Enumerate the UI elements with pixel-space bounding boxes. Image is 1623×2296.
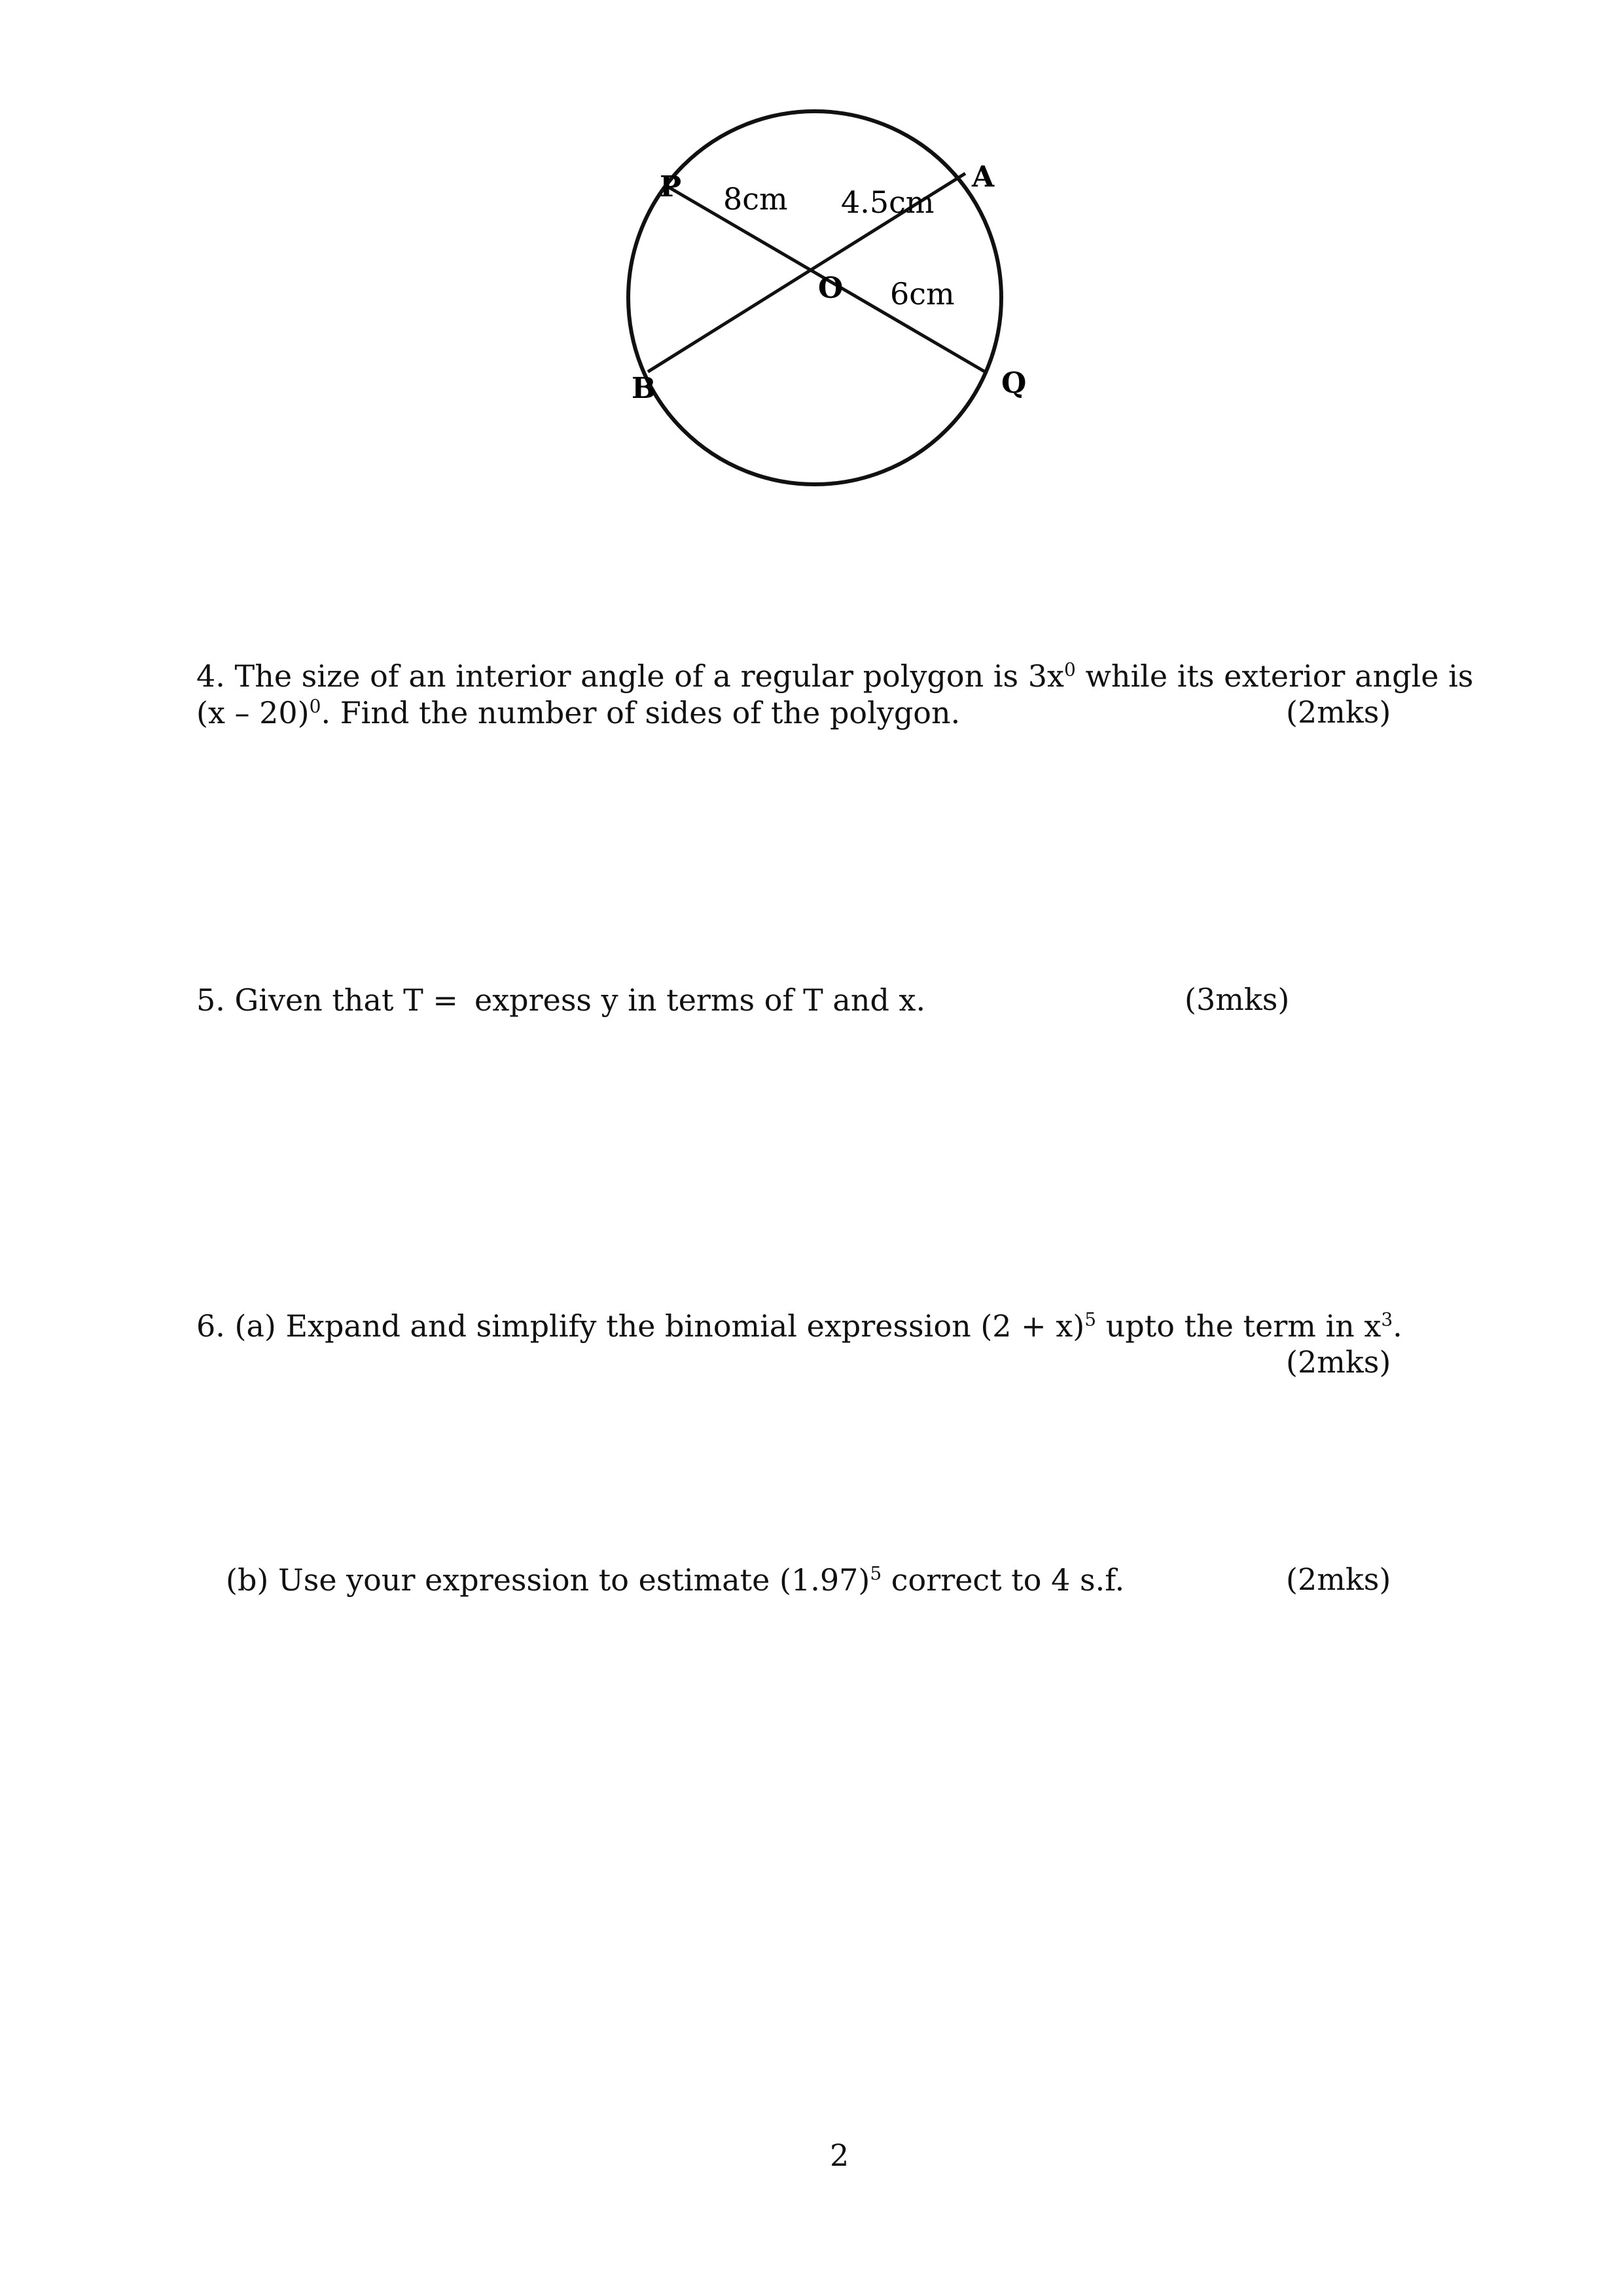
question-6b-power-sup: 5 [870, 1562, 882, 1585]
question-4-marks: (2mks) [1286, 694, 1391, 730]
question-4-number: 4. [196, 658, 225, 694]
question-4-degree-sup-2: 0 [309, 695, 321, 717]
question-6a-cube-sup: 3 [1381, 1308, 1393, 1331]
question-5-number: 5. [196, 982, 225, 1018]
question-6-number: 6. [196, 1308, 225, 1344]
question-4-line-1 [196, 658, 1473, 694]
label-oa-length: 4.5cm [841, 185, 935, 220]
question-5-marks: (3mks) [1185, 982, 1290, 1017]
question-4-text-2a: (x – 20) [196, 695, 310, 730]
question-5 [196, 982, 458, 1018]
label-o: O [818, 272, 844, 305]
question-6b [226, 1562, 1124, 1598]
question-5-text-a: Given that T = [234, 982, 458, 1018]
question-6a-text-b: upto the term in x [1096, 1308, 1382, 1344]
question-6a-marks: (2mks) [1286, 1344, 1391, 1380]
question-6b-text-b: correct to 4 s.f. [882, 1562, 1125, 1598]
question-4-line-2 [196, 694, 960, 731]
question-6a [196, 1308, 1402, 1344]
question-6b-marks: (2mks) [1286, 1562, 1391, 1597]
label-oq-length: 6cm [890, 276, 955, 312]
question-6a-text-a: (a) Expand and simplify the binomial expression (2 + x) [234, 1308, 1085, 1344]
question-5-text-b: express y in terms of T and x. [474, 982, 926, 1018]
page-number: 2 [830, 2138, 849, 2173]
question-6a-power-sup: 5 [1084, 1308, 1097, 1331]
question-4-text-1b: while its exterior angle is [1075, 658, 1474, 694]
question-4-text-1a: The size of an interior angle of a regular polygon is 3x [234, 658, 1064, 694]
label-po-length: 8cm [723, 181, 788, 217]
chord-diagram [589, 98, 1086, 491]
label-b: B [632, 372, 656, 405]
question-4-text-2b: . Find the number of sides of the polygon. [321, 695, 961, 730]
question-6a-text-c: . [1393, 1308, 1402, 1344]
question-6b-text-a: (b) Use your expression to estimate (1.97) [226, 1562, 870, 1598]
label-q: Q [1001, 367, 1027, 400]
question-4-degree-sup-1: 0 [1064, 658, 1076, 681]
label-a: A [972, 160, 995, 194]
label-p: P [660, 170, 682, 204]
